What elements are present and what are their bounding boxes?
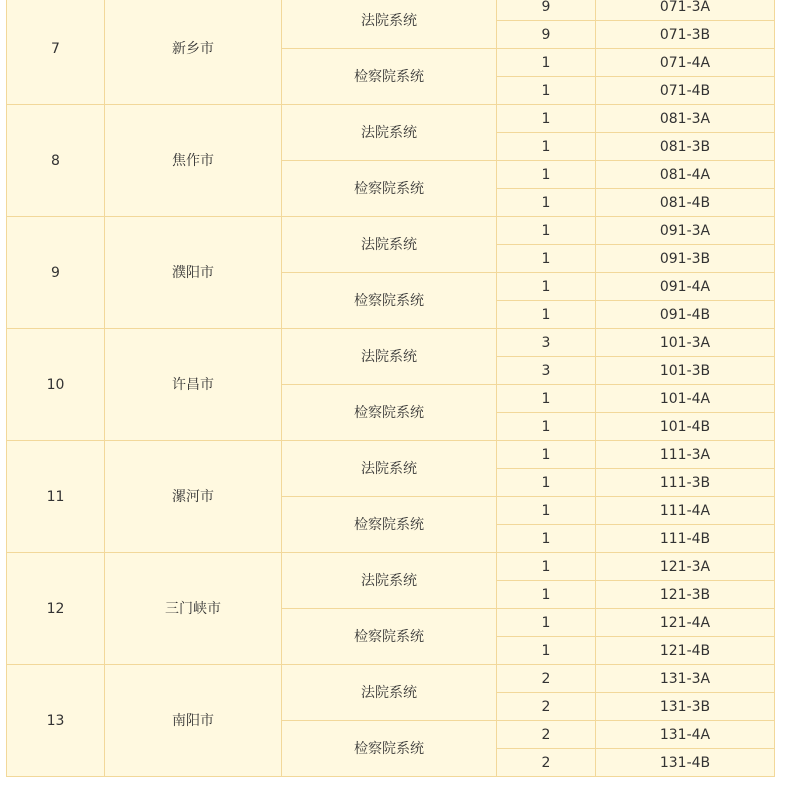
system-cell: 法院系统 [282, 665, 497, 721]
quota-cell: 1 [497, 553, 596, 581]
position-code-cell: 091-4B [596, 301, 775, 329]
quota-cell: 2 [497, 749, 596, 777]
position-code-cell: 081-4B [596, 189, 775, 217]
city-cell: 南阳市 [105, 665, 282, 777]
position-code-cell: 131-4A [596, 721, 775, 749]
system-cell: 法院系统 [282, 441, 497, 497]
quota-cell: 1 [497, 273, 596, 301]
position-code-cell: 121-4B [596, 637, 775, 665]
row-number-cell: 9 [7, 217, 105, 329]
position-code-cell: 081-3A [596, 105, 775, 133]
table-row [7, 665, 775, 693]
position-code-cell: 111-3A [596, 441, 775, 469]
quota-cell: 2 [497, 693, 596, 721]
quota-cell: 1 [497, 77, 596, 105]
quota-cell: 1 [497, 385, 596, 413]
quota-cell: 1 [497, 133, 596, 161]
position-code-cell: 121-4A [596, 609, 775, 637]
row-number-cell: 12 [7, 553, 105, 665]
table-row [7, 329, 775, 357]
system-cell: 检察院系统 [282, 273, 497, 329]
system-cell: 法院系统 [282, 329, 497, 385]
position-code-cell: 091-3A [596, 217, 775, 245]
position-code-cell: 131-3A [596, 665, 775, 693]
quota-cell: 1 [497, 217, 596, 245]
quota-cell: 1 [497, 245, 596, 273]
city-cell: 三门峡市 [105, 553, 282, 665]
city-cell: 焦作市 [105, 105, 282, 217]
table-row [7, 553, 775, 581]
position-code-cell: 121-3B [596, 581, 775, 609]
table-row [7, 105, 775, 133]
system-cell: 检察院系统 [282, 49, 497, 105]
row-number-cell: 8 [7, 105, 105, 217]
system-cell: 检察院系统 [282, 721, 497, 777]
system-cell: 检察院系统 [282, 161, 497, 217]
quota-cell: 1 [497, 413, 596, 441]
position-code-cell: 091-4A [596, 273, 775, 301]
system-cell: 法院系统 [282, 217, 497, 273]
quota-cell: 1 [497, 581, 596, 609]
position-code-cell: 091-3B [596, 245, 775, 273]
position-code-cell: 111-4B [596, 525, 775, 553]
position-code-cell: 111-3B [596, 469, 775, 497]
position-code-cell: 081-4A [596, 161, 775, 189]
quota-cell: 9 [497, 21, 596, 49]
position-code-cell: 071-3B [596, 21, 775, 49]
system-cell: 检察院系统 [282, 497, 497, 553]
quota-cell: 3 [497, 329, 596, 357]
system-cell: 法院系统 [282, 553, 497, 609]
recruitment-table-container [6, 0, 774, 777]
position-code-cell: 101-4B [596, 413, 775, 441]
position-code-cell: 101-4A [596, 385, 775, 413]
recruitment-table [6, 0, 775, 777]
system-cell: 检察院系统 [282, 609, 497, 665]
table-body [7, 0, 775, 777]
position-code-cell: 121-3A [596, 553, 775, 581]
table-row [7, 217, 775, 245]
quota-cell: 3 [497, 357, 596, 385]
position-code-cell: 071-3A [596, 0, 775, 21]
row-number-cell: 10 [7, 329, 105, 441]
position-code-cell: 131-3B [596, 693, 775, 721]
row-number-cell: 13 [7, 665, 105, 777]
city-cell: 许昌市 [105, 329, 282, 441]
quota-cell: 1 [497, 609, 596, 637]
table-row [7, 441, 775, 469]
position-code-cell: 071-4B [596, 77, 775, 105]
city-cell: 濮阳市 [105, 217, 282, 329]
quota-cell: 2 [497, 721, 596, 749]
quota-cell: 2 [497, 665, 596, 693]
quota-cell: 1 [497, 301, 596, 329]
quota-cell: 1 [497, 441, 596, 469]
position-code-cell: 081-3B [596, 133, 775, 161]
row-number-cell: 11 [7, 441, 105, 553]
row-number-cell: 7 [7, 0, 105, 105]
position-code-cell: 131-4B [596, 749, 775, 777]
position-code-cell: 071-4A [596, 49, 775, 77]
city-cell: 新乡市 [105, 0, 282, 105]
table-row [7, 0, 775, 21]
position-code-cell: 101-3B [596, 357, 775, 385]
quota-cell: 1 [497, 497, 596, 525]
position-code-cell: 101-3A [596, 329, 775, 357]
quota-cell: 1 [497, 105, 596, 133]
quota-cell: 1 [497, 637, 596, 665]
system-cell: 检察院系统 [282, 385, 497, 441]
quota-cell: 1 [497, 189, 596, 217]
quota-cell: 1 [497, 161, 596, 189]
position-code-cell: 111-4A [596, 497, 775, 525]
quota-cell: 1 [497, 469, 596, 497]
quota-cell: 1 [497, 525, 596, 553]
city-cell: 漯河市 [105, 441, 282, 553]
system-cell: 法院系统 [282, 0, 497, 49]
system-cell: 法院系统 [282, 105, 497, 161]
quota-cell: 9 [497, 0, 596, 21]
quota-cell: 1 [497, 49, 596, 77]
